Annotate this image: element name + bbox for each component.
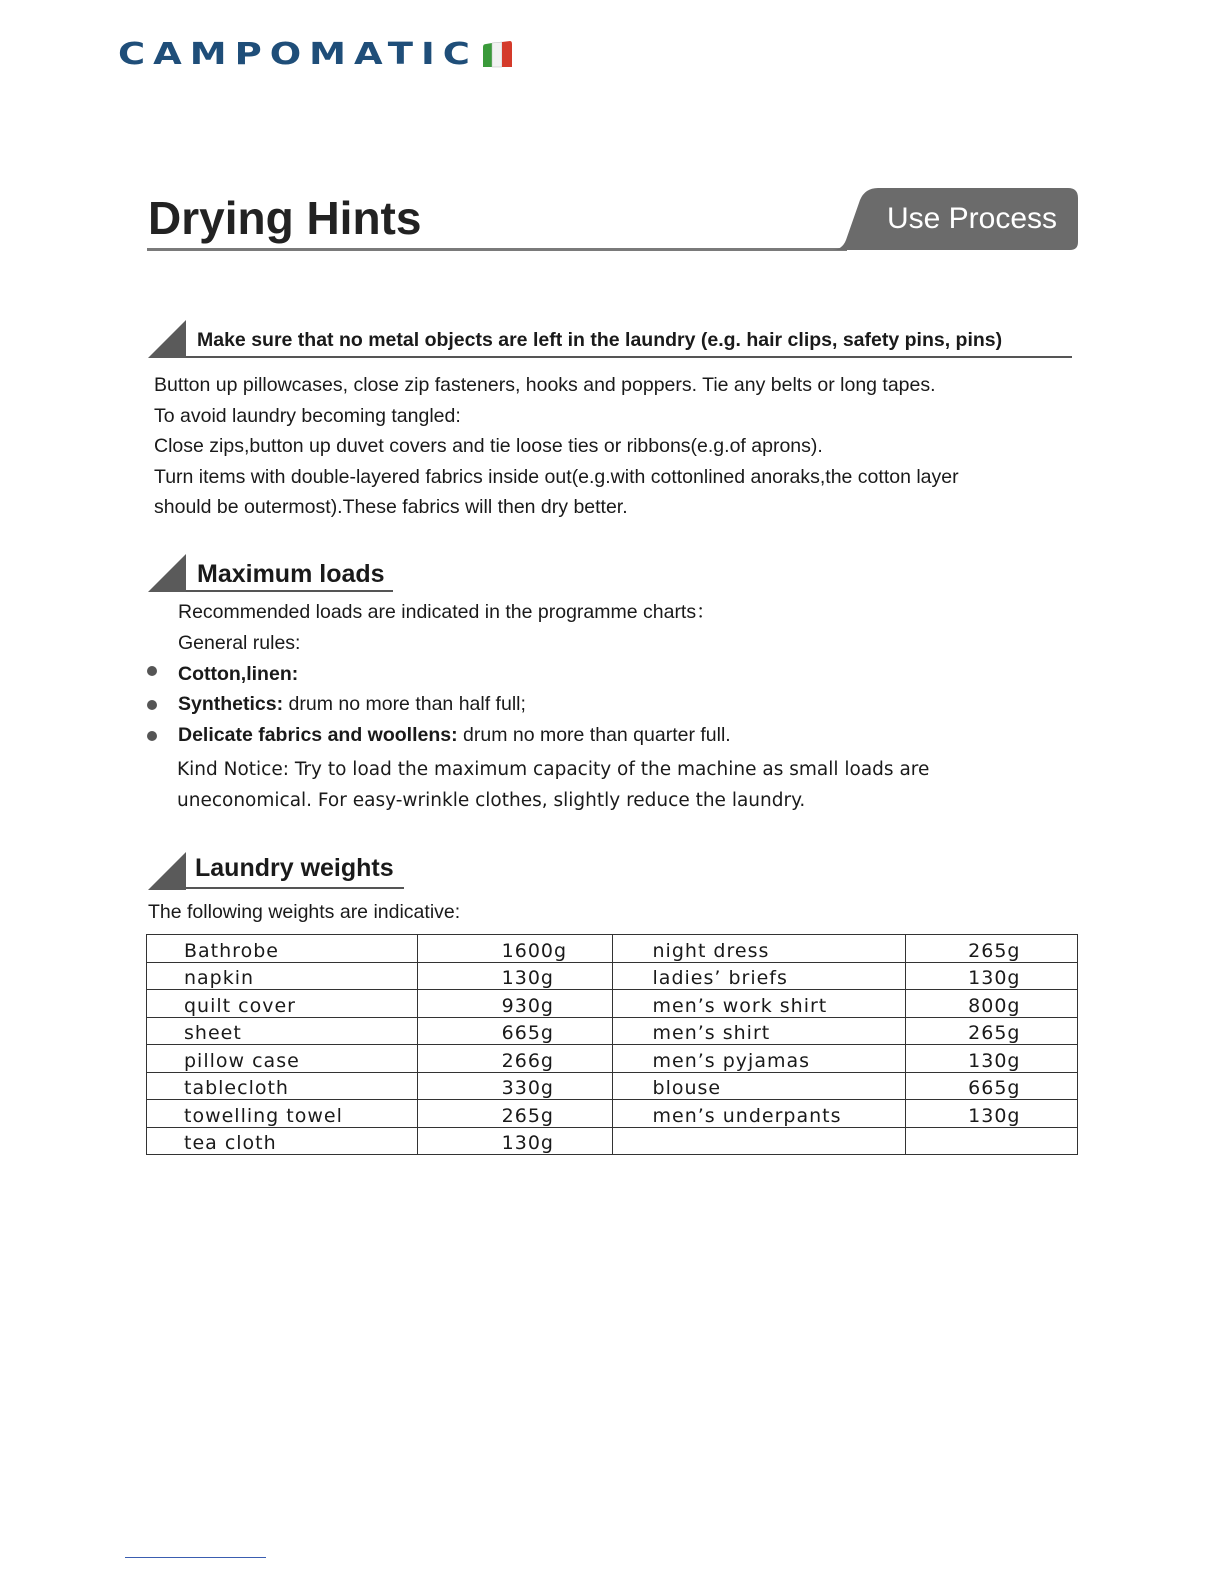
weight-cell: 330g — [417, 1072, 612, 1100]
intro-line: Recommended loads are indicated in the programme charts： — [178, 601, 716, 623]
notice-line: Kind Notice: Try to load the maximum capacity of the machine as small loads are — [177, 759, 930, 780]
body-line: Button up pillowcases, close zip fasteners, hooks and poppers. Tie any belts or long tapes. — [154, 374, 936, 396]
item-cell: quilt cover — [147, 990, 418, 1018]
brand-logo — [118, 34, 514, 74]
weight-cell: 265g — [906, 1017, 1078, 1045]
tab-label: Use Process — [886, 202, 1058, 235]
weight-cell: 800g — [906, 990, 1078, 1018]
laundry-weights-table — [146, 934, 1078, 1155]
kind-notice — [177, 755, 1077, 816]
body-line: should be outermost).These fabrics will then dry better. — [154, 496, 628, 518]
item-cell: men’s pyjamas — [612, 1045, 906, 1073]
item-cell: pillow case — [147, 1045, 418, 1073]
item-cell: men’s underpants — [612, 1100, 906, 1128]
item-cell: night dress — [612, 935, 906, 963]
section-heading-laundry-weights: Laundry weights — [195, 854, 394, 882]
weight-cell: 265g — [417, 1100, 612, 1128]
bullet-label: Cotton,linen: — [178, 663, 299, 685]
logo-wordmark: CAMPOMATIC — [118, 35, 478, 72]
section-marker-icon — [148, 320, 188, 358]
table-row — [147, 1100, 1078, 1128]
table-row — [147, 1072, 1078, 1100]
notice-line: uneconomical. For easy-wrinkle clothes, slightly reduce the laundry. — [177, 789, 806, 811]
weight-cell: 130g — [906, 1045, 1078, 1073]
table-row — [147, 990, 1078, 1018]
section-rule — [186, 887, 404, 889]
section-rule — [186, 356, 1072, 358]
page-title: Drying Hints — [148, 192, 422, 244]
weight-cell: 130g — [417, 962, 612, 990]
weight-cell: 266g — [417, 1045, 612, 1073]
weight-cell: 930g — [417, 990, 612, 1018]
table-row — [147, 1017, 1078, 1045]
table-row — [147, 935, 1078, 963]
weight-cell: 265g — [906, 935, 1078, 963]
section-marker-icon — [148, 852, 188, 890]
section-heading-metal: Make sure that no metal objects are left in the laundry (e.g. hair clips, safety pins, pins) — [197, 329, 1003, 351]
bullet-icon — [147, 731, 157, 741]
bullet-text: drum no more than quarter full. — [457, 724, 731, 746]
item-cell: tablecloth — [147, 1072, 418, 1100]
body-line: Close zips,button up duvet covers and tie loose ties or ribbons(e.g.of aprons). — [154, 435, 823, 457]
weight-cell: 1600g — [417, 935, 612, 963]
weight-cell — [906, 1127, 1078, 1155]
footer-divider — [125, 1557, 266, 1558]
weight-cell: 665g — [906, 1072, 1078, 1100]
bullet-text: drum no more than half full; — [283, 693, 526, 715]
bullet-icon — [147, 666, 157, 676]
bullet-synthetics — [178, 689, 526, 719]
bullet-delicates — [178, 720, 731, 750]
section-rule — [186, 590, 393, 592]
bullet-label: Synthetics: — [178, 693, 284, 715]
weight-cell: 130g — [417, 1127, 612, 1155]
weight-cell: 130g — [906, 1100, 1078, 1128]
item-cell: napkin — [147, 962, 418, 990]
section2-intro — [178, 597, 978, 658]
item-cell: ladies’ briefs — [612, 962, 906, 990]
table-row — [147, 1127, 1078, 1155]
italian-flag-icon — [480, 39, 514, 69]
section-heading-max-loads: Maximum loads — [197, 560, 385, 588]
item-cell: blouse — [612, 1072, 906, 1100]
weight-cell: 130g — [906, 962, 1078, 990]
item-cell — [612, 1127, 906, 1155]
item-cell: men’s work shirt — [612, 990, 906, 1018]
title-underline — [147, 248, 847, 251]
table-row — [147, 962, 1078, 990]
table-row — [147, 1045, 1078, 1073]
item-cell: tea cloth — [147, 1127, 418, 1155]
bullet-cotton — [178, 659, 298, 689]
item-cell: men’s shirt — [612, 1017, 906, 1045]
item-cell: towelling towel — [147, 1100, 418, 1128]
bullet-icon — [147, 700, 157, 710]
item-cell: Bathrobe — [147, 935, 418, 963]
body-line: To avoid laundry becoming tangled: — [154, 404, 461, 427]
section1-body — [154, 370, 1054, 523]
weight-cell: 665g — [417, 1017, 612, 1045]
item-cell: sheet — [147, 1017, 418, 1045]
section-marker-icon — [148, 554, 188, 592]
bullet-label: Delicate fabrics and woollens: — [178, 724, 458, 746]
weights-intro: The following weights are indicative: — [148, 901, 461, 923]
general-rules-label: General rules: — [178, 631, 301, 654]
body-line: Turn items with double-layered fabrics inside out(e.g.with cottonlined anoraks,the cotton layer — [154, 465, 959, 488]
